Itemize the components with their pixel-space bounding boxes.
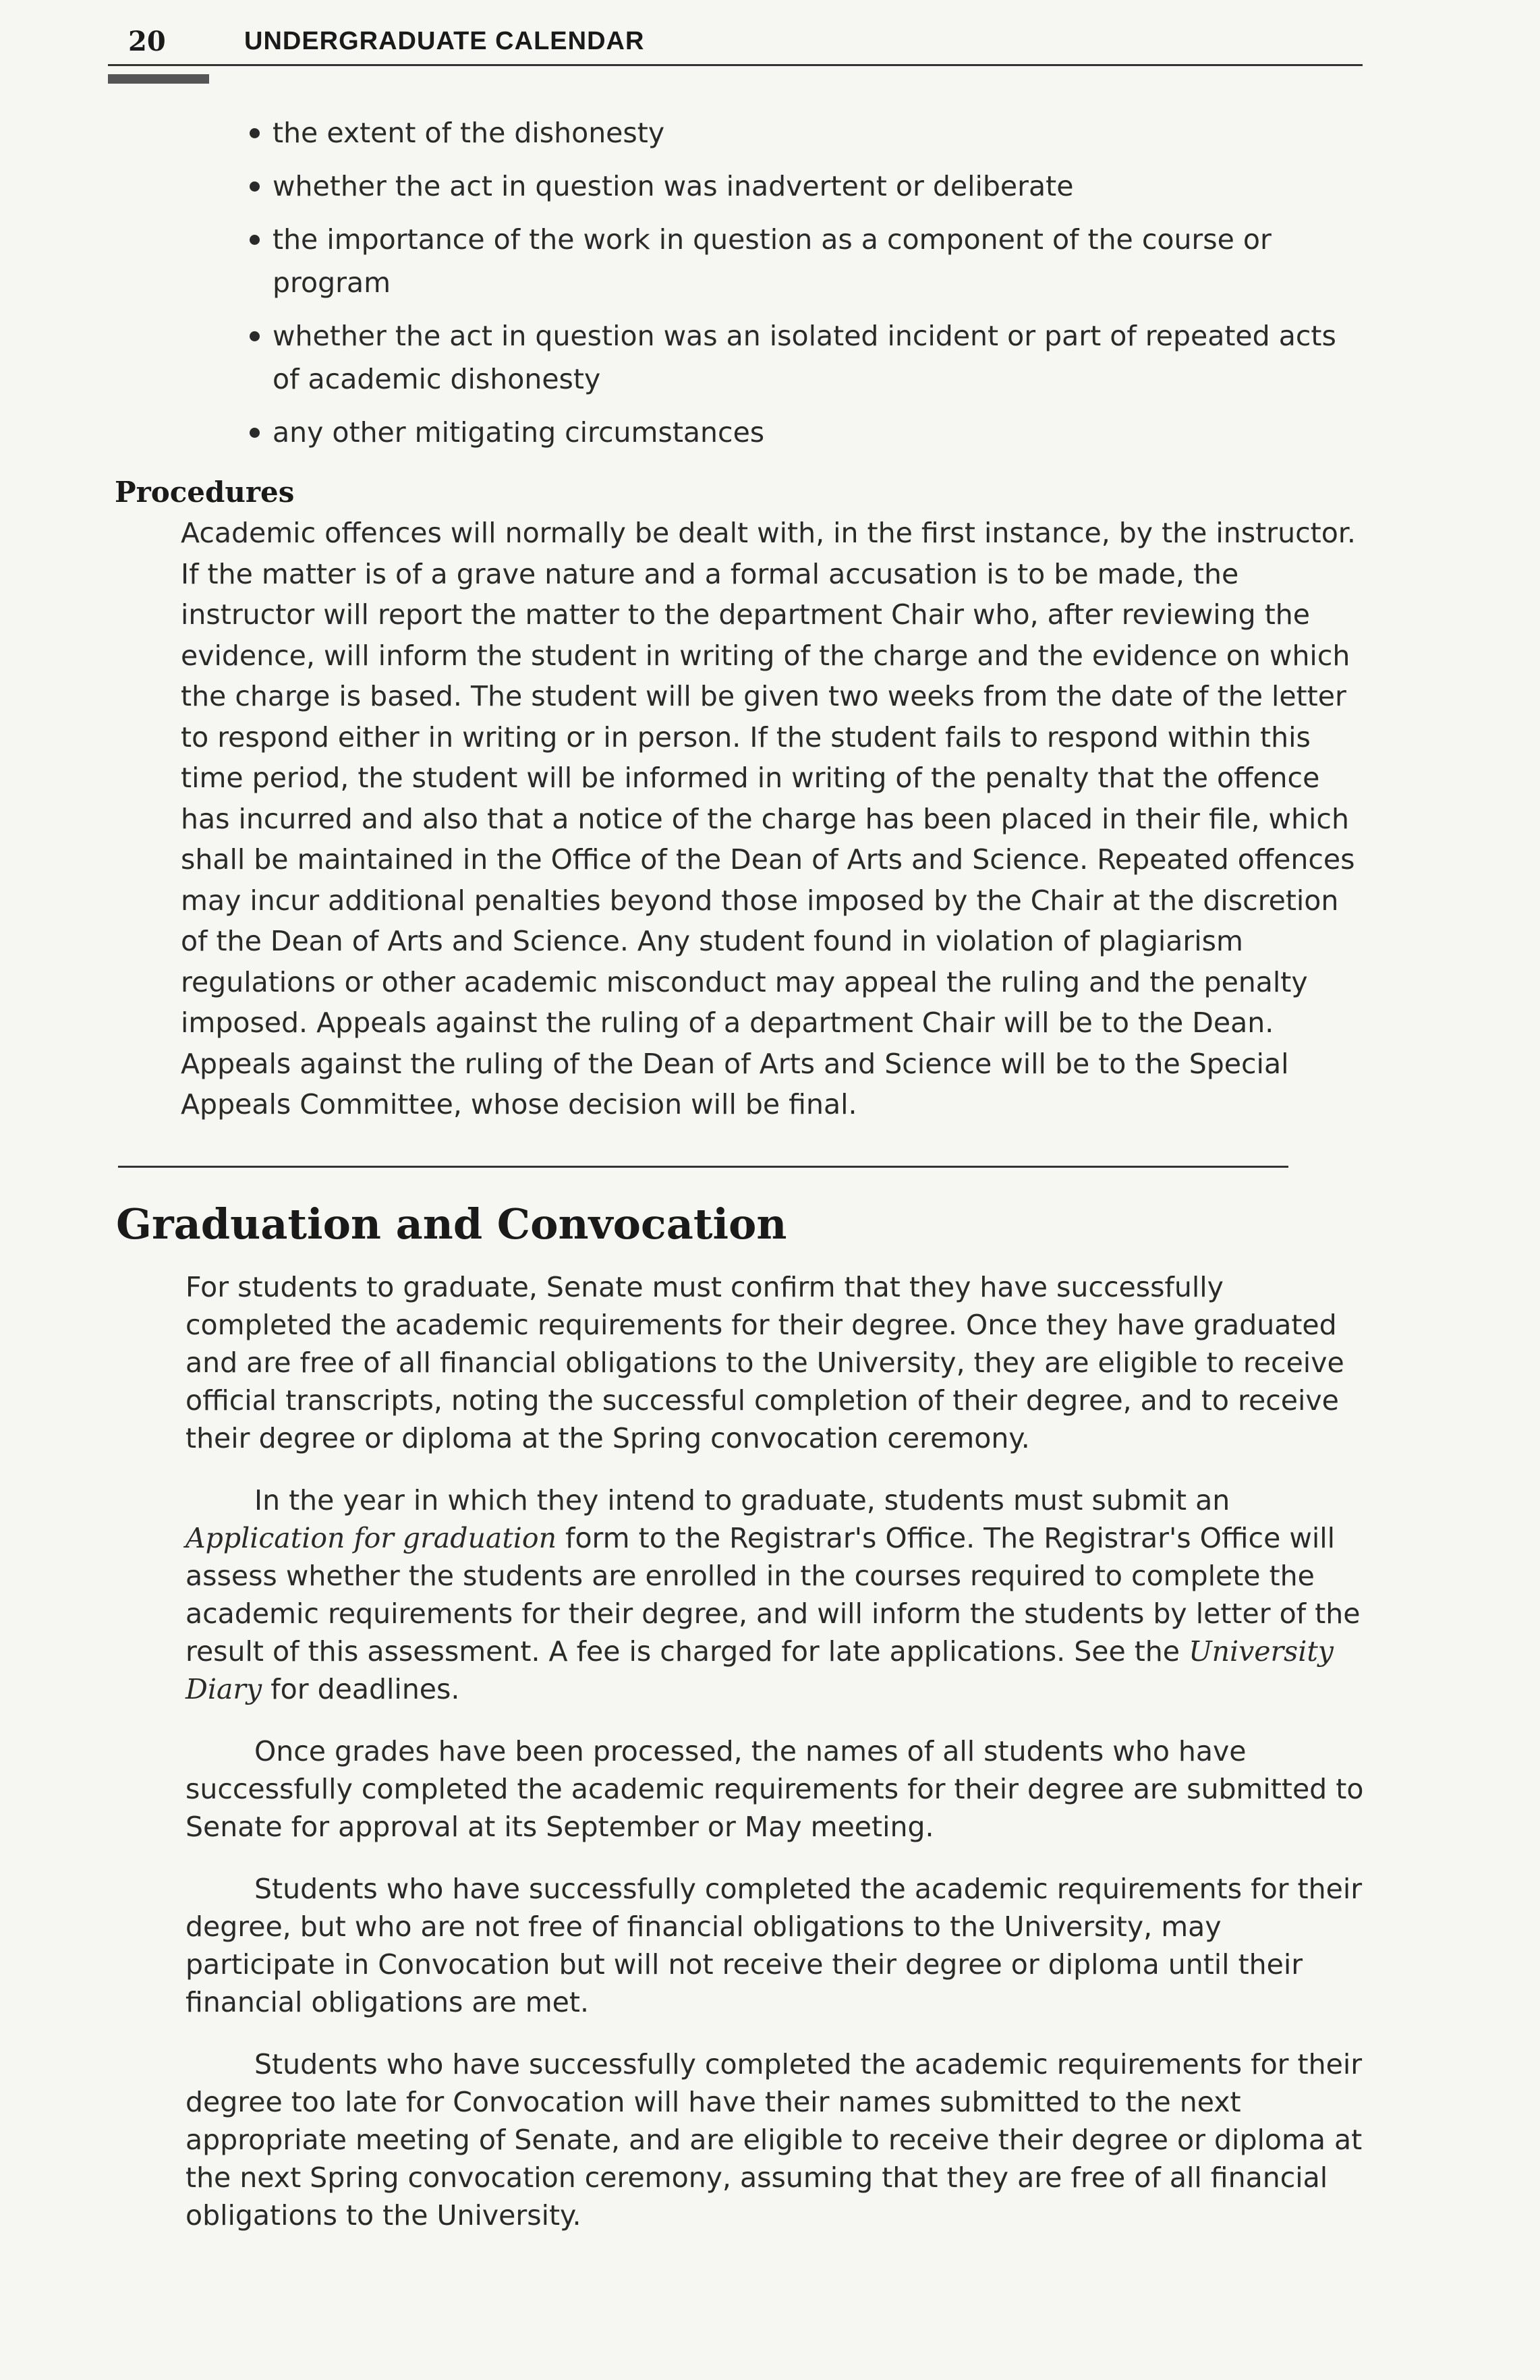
paragraph-text: for deadlines. bbox=[262, 1673, 460, 1705]
list-item-text: the extent of the dishonesty bbox=[273, 117, 665, 149]
list-item-text: the importance of the work in question as a component of the course or program bbox=[273, 223, 1272, 299]
bullet-icon bbox=[250, 128, 260, 138]
section-title: Graduation and Convocation bbox=[116, 1199, 787, 1249]
graduation-paragraph-4: Students who have successfully completed the academic requirements for their degree, but who are not free of financial obligations to the University, may participate in Convocation but will not receive their degree or diploma until their financial obligations are met. bbox=[186, 1873, 1363, 2018]
graduation-paragraph-3: Once grades have been processed, the names of all students who have successfully completed the academic requirements for their degree are submitted to Senate for approval at its September or May meeting. bbox=[186, 1735, 1364, 1843]
paragraph-text: form to the Registrar's Office. The Registrar's Office will assess whether the students are enrolled in the courses required to complete the academic requirements for their degree, and will inform the students by letter of the result of this assessment. A fee is charged for late applications. See the bbox=[186, 1522, 1361, 1668]
list-item bbox=[250, 111, 1356, 154]
bullet-icon bbox=[250, 181, 260, 192]
list-item-text: any other mitigating circumstances bbox=[273, 416, 765, 449]
publication-title-italic: University Diary bbox=[186, 1635, 1334, 1705]
graduation-paragraph-5: Students who have successfully completed the academic requirements for their degree too late for Convocation will have their names submitted to the next appropriate meeting of Senate, and are eligible to receive their degree or diploma at the next Spring convocation ceremony, assuming that they are free of all financial obligations to the University. bbox=[186, 2048, 1363, 2232]
list-item bbox=[250, 411, 1356, 454]
procedures-paragraph: Academic offences will normally be dealt with, in the first instance, by the instructor. If the matter is of a grave nature and a formal accusation is to be made, the instructor will report the matter to the department Chair who, after reviewing the evidence, will inform the student in writing of the charge and the evidence on which the charge is based. The student will be given two weeks from the date of the letter to respond either in writing or in person. If the student fails to respond within this time period, the student will be informed in writing of the penalty that the offence has incurred and also that a notice of the charge has been placed in their file, which shall be maintained in the Office of the Dean of Arts and Science. Repeated offences may incur additional penalties beyond those imposed by the Chair at the discretion of the Dean of Arts and Science. Any student found in violation of plagiarism regulations or other academic misconduct may appeal the ruling and the penalty imposed. Appeals against the ruling of a department Chair will be to the Dean. Appeals against the ruling of the Dean of Arts and Science will be to the Special Appeals Committee, whose decision will be final. bbox=[181, 517, 1356, 1121]
list-item bbox=[250, 314, 1356, 401]
criteria-bullet-list bbox=[250, 111, 1356, 464]
header-rule bbox=[108, 64, 1363, 66]
list-item-text: whether the act in question was inadvertent or deliberate bbox=[273, 170, 1074, 202]
running-head: UNDERGRADUATE CALENDAR bbox=[244, 27, 645, 55]
bullet-icon bbox=[250, 235, 260, 245]
page-number: 20 bbox=[128, 26, 166, 57]
header-tab-mark bbox=[108, 74, 209, 84]
graduation-body bbox=[186, 1268, 1373, 2259]
paragraph-text: In the year in which they intend to graduate, students must submit an bbox=[254, 1484, 1230, 1517]
list-item bbox=[250, 218, 1356, 304]
bullet-icon bbox=[250, 428, 260, 438]
bullet-icon bbox=[250, 331, 260, 341]
graduation-paragraph-2 bbox=[186, 1481, 1373, 1708]
section-divider bbox=[118, 1166, 1288, 1168]
form-title-italic: Application for graduation bbox=[186, 1522, 557, 1554]
graduation-paragraph-1: For students to graduate, Senate must confirm that they have successfully completed the academic requirements for their degree. Once they have graduated and are free of all financial obligations to the University, they are eligible to receive official transcripts, noting the successful completion of their degree, and to receive their degree or diploma at the Spring convocation ceremony. bbox=[186, 1271, 1344, 1454]
procedures-heading: Procedures bbox=[115, 476, 295, 509]
list-item bbox=[250, 165, 1356, 208]
list-item-text: whether the act in question was an isolated incident or part of repeated acts of academic dishonesty bbox=[273, 320, 1336, 395]
